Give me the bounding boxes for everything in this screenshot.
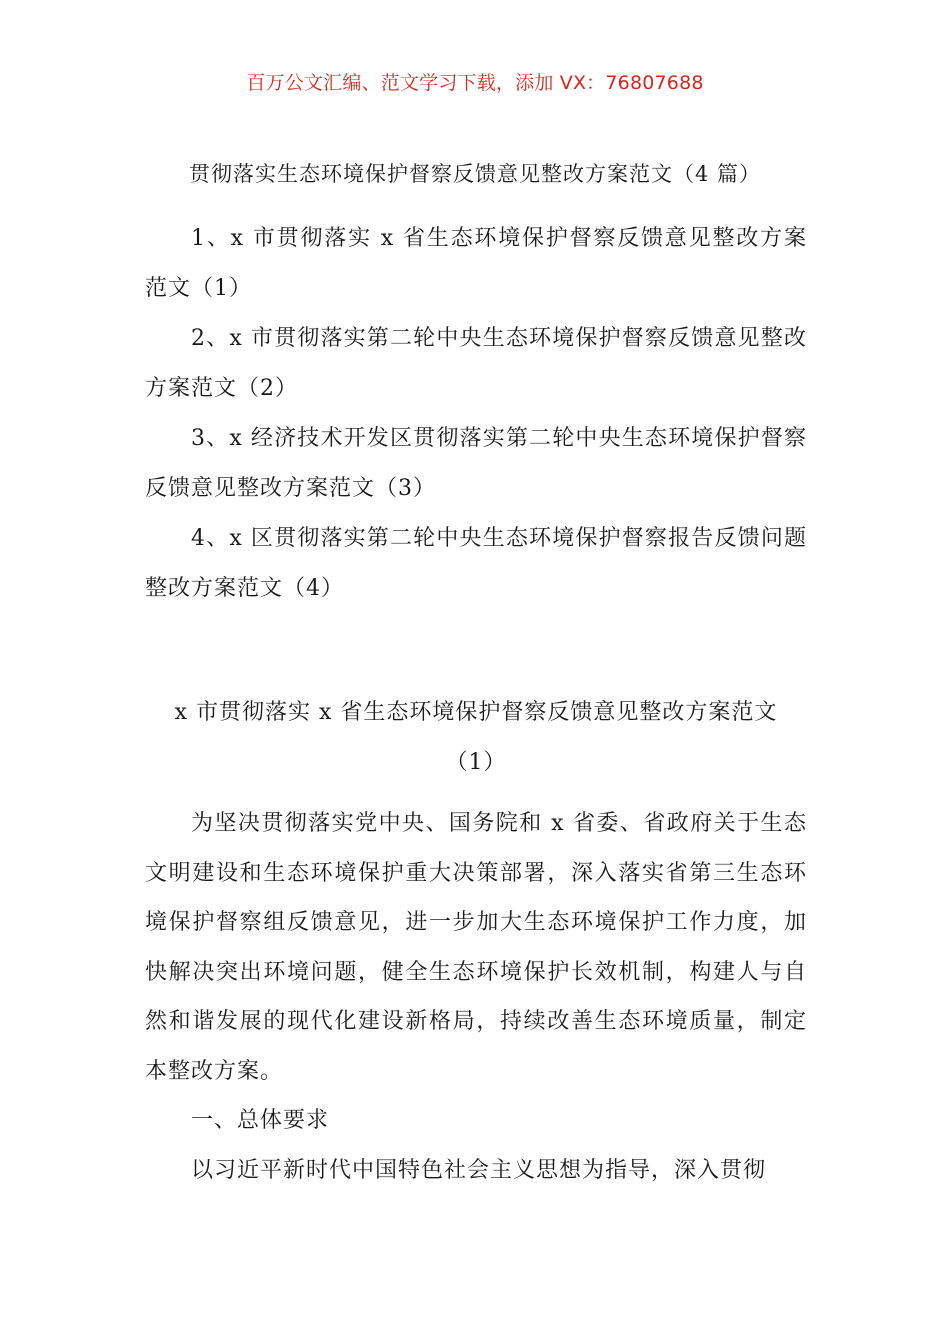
section-number: （1） [445,750,507,775]
body-text [145,799,807,1195]
paragraph-guidance: 以习近平新时代中国特色社会主义思想为指导，深入贯彻 [191,1157,767,1183]
toc-item: 3、x 经济技术开发区贯彻落实第二轮中央生态环境保护督察反馈意见整改方案范文（3） [145,426,807,501]
toc-item: 2、x 市贯彻落实第二轮中央生态环境保护督察反馈意见整改方案范文（2） [145,326,807,401]
download-banner: 百万公文汇编、范文学习下载，添加 VX：76807688 [246,72,704,94]
document-title: 贯彻落实生态环境保护督察反馈意见整改方案范文（4 篇） [188,162,762,186]
table-of-contents [145,214,807,614]
heading-general-requirements: 一、总体要求 [191,1108,330,1133]
toc-item: 1、x 市贯彻落实 x 省生态环境保护督察反馈意见整改方案范文（1） [145,226,807,301]
section-title-text: x 市贯彻落实 x 省生态环境保护督察反馈意见整改方案范文 [174,700,778,725]
paragraph-intro: 为坚决贯彻落实党中央、国务院和 x 省委、省政府关于生态文明建设和生态环境保护重大决策部署，深入落实省第三生态环境保护督察组反馈意见，进一步加大生态环境保护工作力度，加快解决突出环境问题，健全生态环境保护长效机制，构建人与自然和谐发展的现代化建设新格局，持续改善生态环境质量，制定本整改方案。 [145,811,807,1084]
section-heading [145,688,807,788]
toc-item: 4、x 区贯彻落实第二轮中央生态环境保护督察报告反馈问题整改方案范文（4） [145,526,807,601]
